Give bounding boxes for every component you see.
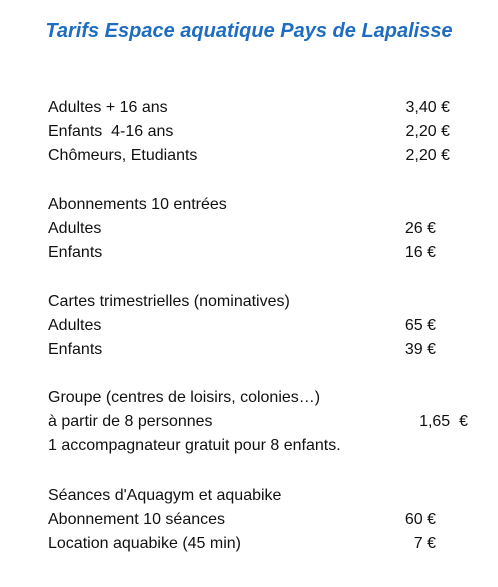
price-value: 2,20 € xyxy=(405,123,450,140)
price-row-subscription-adults xyxy=(48,217,468,241)
section-heading-subscriptions xyxy=(48,193,468,217)
price-label: Enfants 4-16 ans xyxy=(48,123,174,140)
price-row-quarterly-children xyxy=(48,338,468,362)
price-row-subscription-children xyxy=(48,241,468,265)
price-row-quarterly-adults xyxy=(48,314,468,338)
price-row-aquabike-rental xyxy=(48,532,468,556)
price-value: 2,20 € xyxy=(405,147,450,164)
section-heading-groups xyxy=(48,386,468,410)
section-heading: Séances d'Aquagym et aquabike xyxy=(48,487,282,504)
price-value: 60 € xyxy=(404,511,436,528)
price-row-group-rate xyxy=(48,410,468,434)
page-title: Tarifs Espace aquatique Pays de Lapalisse xyxy=(45,20,453,42)
group-note: 1 accompagnateur gratuit pour 8 enfants. xyxy=(48,437,341,454)
group-note-row xyxy=(48,434,468,458)
price-row-adults xyxy=(48,96,468,120)
price-value: 1,65 € xyxy=(419,413,468,430)
price-label: à partir de 8 personnes xyxy=(48,413,213,430)
price-value: 16 € xyxy=(404,244,436,261)
price-label: Adultes xyxy=(48,220,102,237)
price-label: Enfants xyxy=(48,341,103,358)
section-heading: Groupe (centres de loisirs, colonies…) xyxy=(48,389,321,406)
price-value: 3,40 € xyxy=(405,99,450,116)
price-row-aquagym-subscription xyxy=(48,508,468,532)
price-label: Adultes xyxy=(48,317,102,334)
price-label: Adultes + 16 ans xyxy=(48,99,168,116)
price-value: 7 € xyxy=(413,535,436,552)
price-label: Enfants xyxy=(48,244,103,261)
price-label: Location aquabike (45 min) xyxy=(48,535,242,552)
price-label: Abonnement 10 séances xyxy=(48,511,226,528)
section-heading: Cartes trimestrielles (nominatives) xyxy=(48,293,290,310)
section-heading-aquagym xyxy=(48,484,468,508)
price-label: Chômeurs, Etudiants xyxy=(48,147,198,164)
section-heading: Abonnements 10 entrées xyxy=(48,196,227,213)
price-value: 65 € xyxy=(404,317,436,334)
section-heading-quarterly-cards xyxy=(48,290,468,314)
price-value: 26 € xyxy=(404,220,436,237)
price-row-children xyxy=(48,120,468,144)
price-row-unemployed-students xyxy=(48,144,468,168)
price-value: 39 € xyxy=(404,341,436,358)
